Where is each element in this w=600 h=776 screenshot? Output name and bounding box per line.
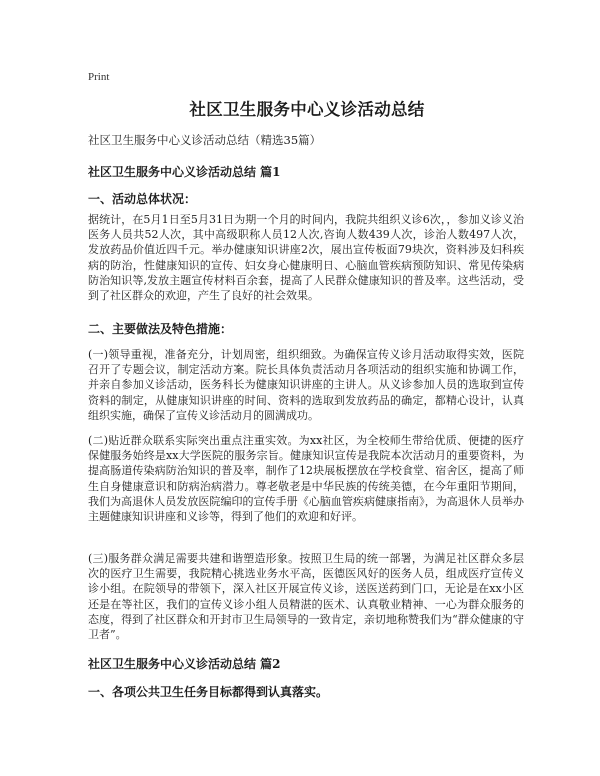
- section-1-paragraph-4: (三)服务群众满足需要共建和谐塑造形象。按照卫生局的统一部署，为满足社区群众多层次的医疗卫生需要，我院精心挑选业务水平高，医德医风好的医务人员，组成医疗宣传义诊小组。在院领导的带领下，深入社区开展宣传义诊，送医送药到门口，无论是在xx小区还是在等社区，我们的宣传义诊小组人员精湛的医术、认真敬业精神、一心为群众服务的态度，得到了社区群众和开封市卫生局领导的一致肯定，亲切地称赞我们为“群众健康的守卫者”。: [88, 552, 524, 642]
- document-subtitle: 社区卫生服务中心义诊活动总结（精选35篇）: [88, 133, 322, 147]
- section-1-heading-1: 一、活动总体状况：: [88, 192, 197, 206]
- section-1-title: 社区卫生服务中心义诊活动总结 篇1: [88, 165, 281, 179]
- print-label[interactable]: Print: [88, 71, 110, 83]
- section-2-title: 社区卫生服务中心义诊活动总结 篇2: [88, 657, 281, 671]
- section-2-heading-1: 一、各项公共卫生任务目标都得到认真落实。: [88, 685, 329, 699]
- section-1-paragraph-2: (一)领导重视，准备充分，计划周密，组织细致。为确保宣传义诊月活动取得实效，医院召开了专题会议，制定活动方案。院长具体负责活动月各项活动的组织实施和协调工作，并亲自参加义诊活动，医务科长为健康知识讲座的主讲人。从义诊参加人员的选取到宣传资料的制定，从健康知识讲座的时间、资料的选取到发放药品的确定，都精心设计，认真组织实施，确保了宣传义诊活动月的圆满成功。: [88, 348, 524, 422]
- section-1-heading-2: 二、主要做法及特色措施：: [88, 322, 233, 336]
- section-1-paragraph-1: 据统计，在5月1日至5月31日为期一个月的时间内，我院共组织义诊6次，，参加义诊义治医务人员共52人次，其中高级职称人员12人次,咨询人数439人次，诊治人数497人次，发放药品价值近四千元。举办健康知识讲座2次，展出宣传板面79块次，资料涉及妇科疾病的防治，性健康知识的宣传、妇女身心健康明日、心脑血管疾病预防知识、常见传染病防治知识等,发放主题宣传材料百余套，提高了人民群众健康知识的普及率。这些活动，受到了社区群众的欢迎，产生了良好的社会效果。: [88, 213, 524, 303]
- section-1-paragraph-3: (二)贴近群众联系实际突出重点注重实效。为xx社区，为全校师生带给优质、便捷的医疗保健服务始终是xx大学医院的服务宗旨。健康知识宣传是我院本次活动月的重要资料，为提高肠道传染病防治知识的普及率，制作了12块展板摆放在学校食堂、宿舍区，提高了师生自身健康意识和防病治病潜力。尊老敬老是中华民族的传统美德，在今年重阳节期间，我们为高退休人员发放医院编印的宣传手册《心脑血管疾病健康指南》，为高退休人员举办主题健康知识讲座和义诊等，得到了他们的欢迎和好评。: [88, 434, 524, 524]
- document-title: 社区卫生服务中心义诊活动总结: [189, 100, 425, 119]
